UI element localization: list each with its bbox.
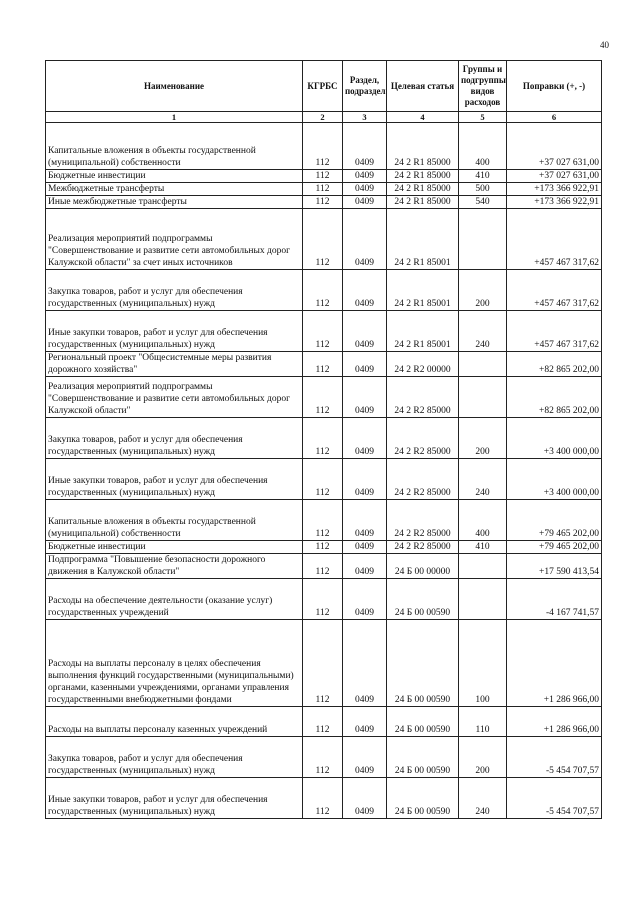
row-kgrbs: 112: [303, 620, 343, 707]
row-kgrbs: 112: [303, 459, 343, 500]
table-row: [46, 270, 602, 311]
row-amount: +17 590 413,54: [507, 554, 602, 579]
row-amount: +79 465 202,00: [507, 500, 602, 541]
column-number: 5: [459, 112, 507, 123]
row-kgrbs: 112: [303, 209, 343, 270]
row-kgrbs: 112: [303, 737, 343, 778]
row-expense-group: 240: [459, 459, 507, 500]
row-target-article: 24 2 R1 85000: [387, 183, 459, 196]
table-row: [46, 459, 602, 500]
row-section: 0409: [343, 183, 387, 196]
row-target-article: 24 2 R2 00000: [387, 352, 459, 377]
row-section: 0409: [343, 311, 387, 352]
row-name: Иные закупки товаров, работ и услуг для обеспечения государственных (муниципальных) нужд: [46, 778, 303, 819]
column-number: 6: [507, 112, 602, 123]
table-body: [46, 123, 602, 819]
row-name: Расходы на обеспечение деятельности (оказание услуг) государственных учреждений: [46, 579, 303, 620]
table-row: [46, 123, 602, 170]
row-name: Закупка товаров, работ и услуг для обеспечения государственных (муниципальных) нужд: [46, 418, 303, 459]
table-row: [46, 352, 602, 377]
row-target-article: 24 Б 00 00590: [387, 620, 459, 707]
row-target-article: 24 Б 00 00590: [387, 579, 459, 620]
table-row: [46, 377, 602, 418]
row-expense-group: 540: [459, 196, 507, 209]
column-header-target: Целевая статья: [387, 61, 459, 112]
row-section: 0409: [343, 377, 387, 418]
table-row: [46, 196, 602, 209]
row-section: 0409: [343, 579, 387, 620]
row-target-article: 24 Б 00 00590: [387, 707, 459, 737]
row-name: Иные закупки товаров, работ и услуг для обеспечения государственных (муниципальных) нужд: [46, 311, 303, 352]
row-amount: +1 286 966,00: [507, 707, 602, 737]
row-name: Капитальные вложения в объекты государственной (муниципальной) собственности: [46, 123, 303, 170]
table-row: [46, 737, 602, 778]
row-kgrbs: 112: [303, 377, 343, 418]
row-name: Реализация мероприятий подпрограммы "Совершенствование и развитие сети автомобильных дорог Калужской области" за счет иных источников: [46, 209, 303, 270]
row-expense-group: 200: [459, 270, 507, 311]
row-amount: -4 167 741,57: [507, 579, 602, 620]
row-name: Закупка товаров, работ и услуг для обеспечения государственных (муниципальных) нужд: [46, 737, 303, 778]
table-row: [46, 209, 602, 270]
row-section: 0409: [343, 209, 387, 270]
table-row: [46, 311, 602, 352]
row-expense-group: 110: [459, 707, 507, 737]
column-number: 2: [303, 112, 343, 123]
column-header-amount: Поправки (+, -): [507, 61, 602, 112]
row-expense-group: 410: [459, 541, 507, 554]
row-expense-group: 200: [459, 737, 507, 778]
row-section: 0409: [343, 500, 387, 541]
row-name: Реализация мероприятий подпрограммы "Совершенствование и развитие сети автомобильных дорог Калужской области": [46, 377, 303, 418]
row-target-article: 24 2 R2 85000: [387, 541, 459, 554]
table-row: [46, 620, 602, 707]
row-target-article: 24 2 R1 85001: [387, 209, 459, 270]
row-section: 0409: [343, 459, 387, 500]
row-kgrbs: 112: [303, 311, 343, 352]
row-target-article: 24 2 R2 85000: [387, 418, 459, 459]
row-target-article: 24 2 R2 85000: [387, 459, 459, 500]
row-kgrbs: 112: [303, 183, 343, 196]
row-kgrbs: 112: [303, 579, 343, 620]
row-name: Бюджетные инвестиции: [46, 170, 303, 183]
row-expense-group: 400: [459, 123, 507, 170]
row-amount: +1 286 966,00: [507, 620, 602, 707]
row-amount: +82 865 202,00: [507, 352, 602, 377]
row-section: 0409: [343, 541, 387, 554]
table-header-row: [46, 61, 602, 112]
row-section: 0409: [343, 170, 387, 183]
row-kgrbs: 112: [303, 707, 343, 737]
row-name: Капитальные вложения в объекты государственной (муниципальной) собственности: [46, 500, 303, 541]
row-expense-group: [459, 352, 507, 377]
row-name: Расходы на выплаты персоналу в целях обеспечения выполнения функций государственными (муниципальными) органами, казенными учреждениями, органами управления государственными внебюджетными фондами: [46, 620, 303, 707]
row-section: 0409: [343, 123, 387, 170]
column-header-section: Раздел, подраздел: [343, 61, 387, 112]
row-expense-group: 400: [459, 500, 507, 541]
row-kgrbs: 112: [303, 778, 343, 819]
row-amount: +457 467 317,62: [507, 209, 602, 270]
row-amount: +37 027 631,00: [507, 123, 602, 170]
budget-table: [45, 60, 602, 819]
row-amount: +82 865 202,00: [507, 377, 602, 418]
row-target-article: 24 2 R2 85000: [387, 377, 459, 418]
row-section: 0409: [343, 707, 387, 737]
table-row: [46, 500, 602, 541]
row-kgrbs: 112: [303, 500, 343, 541]
row-kgrbs: 112: [303, 418, 343, 459]
column-header-kgrbs: КГРБС: [303, 61, 343, 112]
row-section: 0409: [343, 620, 387, 707]
row-target-article: 24 Б 00 00000: [387, 554, 459, 579]
table-row: [46, 707, 602, 737]
row-kgrbs: 112: [303, 196, 343, 209]
row-kgrbs: 112: [303, 554, 343, 579]
column-number: 3: [343, 112, 387, 123]
row-name: Региональный проект "Общесистемные меры развития дорожного хозяйства": [46, 352, 303, 377]
column-number: 1: [46, 112, 303, 123]
row-section: 0409: [343, 270, 387, 311]
row-target-article: 24 Б 00 00590: [387, 737, 459, 778]
page-number: 40: [600, 40, 609, 50]
row-name: Межбюджетные трансферты: [46, 183, 303, 196]
row-target-article: 24 2 R1 85000: [387, 123, 459, 170]
row-amount: +457 467 317,62: [507, 270, 602, 311]
column-header-name: Наименование: [46, 61, 303, 112]
row-kgrbs: 112: [303, 352, 343, 377]
row-name: Иные межбюджетные трансферты: [46, 196, 303, 209]
row-amount: +37 027 631,00: [507, 170, 602, 183]
row-section: 0409: [343, 778, 387, 819]
row-target-article: 24 2 R1 85001: [387, 270, 459, 311]
row-kgrbs: 112: [303, 270, 343, 311]
row-amount: +79 465 202,00: [507, 541, 602, 554]
row-amount: -5 454 707,57: [507, 737, 602, 778]
row-name: Бюджетные инвестиции: [46, 541, 303, 554]
row-amount: +173 366 922,91: [507, 196, 602, 209]
table-row: [46, 554, 602, 579]
column-number: 4: [387, 112, 459, 123]
row-amount: +457 467 317,62: [507, 311, 602, 352]
row-kgrbs: 112: [303, 170, 343, 183]
row-expense-group: [459, 579, 507, 620]
row-expense-group: 500: [459, 183, 507, 196]
row-section: 0409: [343, 418, 387, 459]
row-expense-group: 240: [459, 778, 507, 819]
row-amount: -5 454 707,57: [507, 778, 602, 819]
row-expense-group: 240: [459, 311, 507, 352]
table-row: [46, 418, 602, 459]
table-row: [46, 778, 602, 819]
table-row: [46, 579, 602, 620]
row-target-article: 24 2 R2 85000: [387, 500, 459, 541]
row-name: Иные закупки товаров, работ и услуг для обеспечения государственных (муниципальных) нужд: [46, 459, 303, 500]
row-expense-group: 200: [459, 418, 507, 459]
row-amount: +3 400 000,00: [507, 459, 602, 500]
row-expense-group: [459, 377, 507, 418]
row-name: Закупка товаров, работ и услуг для обеспечения государственных (муниципальных) нужд: [46, 270, 303, 311]
table-row: [46, 170, 602, 183]
column-header-group: Группы и подгруппы видов расходов: [459, 61, 507, 112]
row-section: 0409: [343, 196, 387, 209]
row-target-article: 24 2 R1 85001: [387, 311, 459, 352]
row-target-article: 24 2 R1 85000: [387, 196, 459, 209]
row-section: 0409: [343, 554, 387, 579]
row-target-article: 24 Б 00 00590: [387, 778, 459, 819]
row-expense-group: 410: [459, 170, 507, 183]
row-section: 0409: [343, 737, 387, 778]
row-section: 0409: [343, 352, 387, 377]
row-kgrbs: 112: [303, 123, 343, 170]
row-amount: +173 366 922,91: [507, 183, 602, 196]
table-row: [46, 541, 602, 554]
row-expense-group: 100: [459, 620, 507, 707]
row-kgrbs: 112: [303, 541, 343, 554]
row-amount: +3 400 000,00: [507, 418, 602, 459]
row-expense-group: [459, 209, 507, 270]
column-number-row: [46, 112, 602, 123]
row-name: Подпрограмма "Повышение безопасности дорожного движения в Калужской области": [46, 554, 303, 579]
row-name: Расходы на выплаты персоналу казенных учреждений: [46, 707, 303, 737]
row-target-article: 24 2 R1 85000: [387, 170, 459, 183]
row-expense-group: [459, 554, 507, 579]
table-row: [46, 183, 602, 196]
